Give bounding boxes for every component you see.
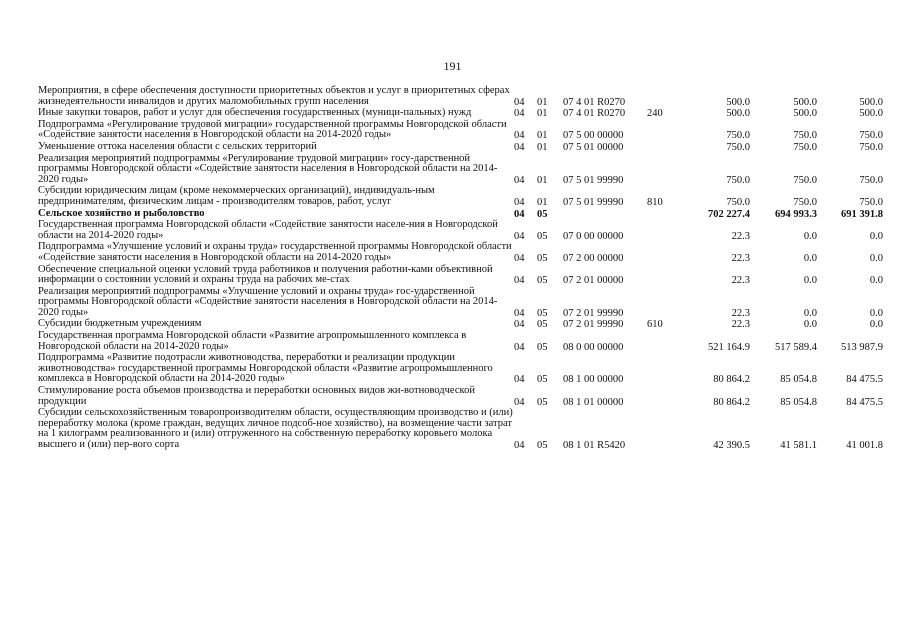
subsection-code: 01 <box>537 96 548 108</box>
section-code: 04 <box>514 208 525 220</box>
amount-year-2: 500.0 <box>793 96 817 108</box>
amount-year-1: 22.3 <box>731 319 750 331</box>
table-row <box>38 120 883 142</box>
subsection-code: 05 <box>537 341 548 353</box>
amount-year-1: 500.0 <box>726 108 750 120</box>
amount-year-1: 80 864.2 <box>713 374 750 386</box>
table-row <box>38 408 883 451</box>
amount-year-2: 694 993.3 <box>775 208 817 220</box>
table-row <box>38 386 883 408</box>
amount-year-3: 0.0 <box>869 252 883 264</box>
target-article-code: 07 5 01 99990 <box>563 196 624 208</box>
item-name: Государственная программа Новгородской области «Содействие занятости населе-ния в Новгородской области на 2014-2020 годы» <box>38 219 498 241</box>
amount-year-2: 517 589.4 <box>775 341 817 353</box>
section-code: 04 <box>514 174 525 186</box>
subsection-code: 01 <box>537 108 548 120</box>
amount-year-2: 0.0 <box>803 230 817 242</box>
amount-year-2: 750.0 <box>793 130 817 142</box>
target-article-code <box>563 209 647 221</box>
section-code: 04 <box>514 275 525 287</box>
item-name: Подпрограмма «Регулирование трудовой миграции» государственной программы Новгородской области «Содействие занятости населения в Новгородской области на 2014-2020 годы» <box>38 118 507 141</box>
item-name: Реализация мероприятий подпрограммы «Регулирование трудовой миграции» госу-дарственной программы Новгородской области «Содействие занятости населения в Новгородской области на 2014-2020 годы» <box>38 152 498 185</box>
subsection-code: 01 <box>537 174 548 186</box>
amount-year-3: 0.0 <box>869 307 883 319</box>
expense-type-code <box>647 154 684 187</box>
amount-year-2: 0.0 <box>803 275 817 287</box>
target-article-code: 07 5 00 00000 <box>563 130 624 142</box>
target-article-code: 08 1 00 00000 <box>563 374 624 386</box>
page-number: 191 <box>443 59 462 73</box>
amount-year-3: 0.0 <box>869 230 883 242</box>
subsection-code: 01 <box>537 196 548 208</box>
expense-type-code <box>647 353 684 386</box>
amount-year-2: 85 054.8 <box>780 374 817 386</box>
amount-year-1: 521 164.9 <box>708 341 750 353</box>
expense-type-code <box>647 209 684 221</box>
section-code: 04 <box>514 374 525 386</box>
item-name: Субсидии юридическим лицам (кроме некоммерческих организаций), индивидуаль-ным предпринимателям, физическим лицам - производителям товаров, работ, услуг <box>38 185 435 207</box>
subsection-code: 05 <box>537 374 548 386</box>
amount-year-3: 513 987.9 <box>841 341 883 353</box>
section-code: 04 <box>514 108 525 120</box>
amount-year-2: 500.0 <box>793 108 817 120</box>
item-name: Мероприятия, в сфере обеспечения доступности приоритетных объектов и услуг в приоритетных сферах жизнедеятельности инвалидов и других маломобильных групп населения <box>38 85 510 107</box>
section-code: 04 <box>514 141 525 153</box>
section-code: 04 <box>514 96 525 108</box>
amount-year-3: 750.0 <box>859 130 883 142</box>
amount-year-3: 750.0 <box>859 141 883 153</box>
target-article-code: 07 2 00 00000 <box>563 252 624 264</box>
amount-year-1: 22.3 <box>731 230 750 242</box>
expense-type-code: 240 <box>647 108 663 120</box>
amount-year-3: 750.0 <box>859 196 883 208</box>
target-article-code: 08 1 01 00000 <box>563 396 624 408</box>
amount-year-3: 84 475.5 <box>846 396 883 408</box>
amount-year-3: 0.0 <box>869 275 883 287</box>
item-name: Иные закупки товаров, работ и услуг для обеспечения государственных (муници-пальных) нужд <box>38 107 472 119</box>
target-article-code: 08 0 00 00000 <box>563 341 624 353</box>
amount-year-1: 22.3 <box>731 275 750 287</box>
subsection-code: 05 <box>537 252 548 264</box>
expense-type-code <box>647 86 684 108</box>
amount-year-3: 0.0 <box>869 319 883 331</box>
section-code: 04 <box>514 230 525 242</box>
target-article-code: 08 1 01 R5420 <box>563 440 626 451</box>
section-code: 04 <box>514 196 525 208</box>
amount-year-1: 500.0 <box>726 96 750 108</box>
subsection-code: 05 <box>537 275 548 287</box>
expense-type-code <box>647 386 684 408</box>
amount-year-3: 500.0 <box>859 108 883 120</box>
expense-type-code: 610 <box>647 319 663 331</box>
section-code: 04 <box>514 319 525 331</box>
table-row <box>38 154 883 187</box>
budget-table <box>38 86 883 452</box>
amount-year-2: 0.0 <box>803 307 817 319</box>
target-article-code: 07 4 01 R0270 <box>563 96 626 108</box>
expense-type-code <box>647 142 684 154</box>
amount-year-2: 85 054.8 <box>780 396 817 408</box>
item-name: Государственная программа Новгородской области «Развитие агропромышленного комплекса в Новгородской области на 2014-2020 годы» <box>38 330 467 352</box>
amount-year-1: 750.0 <box>726 196 750 208</box>
table-row <box>38 331 883 353</box>
amount-year-1: 702 227.4 <box>708 208 750 220</box>
item-name: Реализация мероприятий подпрограммы «Улучшение условий и охраны труда» гос-ударственной программы Новгородской области «Содействие занятости населения в Новгородской области на 2014-2020 годы» <box>38 285 498 318</box>
item-name: Стимулирование роста объемов производства и переработки основных видов жи-вотноводческой продукции <box>38 385 475 407</box>
item-name: Сельское хозяйство и рыболовство <box>38 207 205 219</box>
table-row <box>38 142 883 154</box>
amount-year-3: 750.0 <box>859 174 883 186</box>
amount-year-3: 84 475.5 <box>846 374 883 386</box>
expense-type-code <box>647 242 684 264</box>
section-code: 04 <box>514 440 525 451</box>
table-row <box>38 287 883 320</box>
amount-year-1: 22.3 <box>731 252 750 264</box>
table-row <box>38 353 883 386</box>
amount-year-2: 0.0 <box>803 319 817 331</box>
item-name: Субсидии бюджетным учреждениям <box>38 318 202 330</box>
amount-year-2: 0.0 <box>803 252 817 264</box>
subsection-code: 05 <box>537 230 548 242</box>
table-row <box>38 265 883 287</box>
target-article-code: 07 2 01 99990 <box>563 307 624 319</box>
amount-year-1: 750.0 <box>726 141 750 153</box>
expense-type-code <box>647 120 684 142</box>
table-body <box>38 86 883 452</box>
item-name: Уменьшение оттока населения области с сельских территорий <box>38 140 317 152</box>
section-code: 04 <box>514 341 525 353</box>
table-row <box>38 86 883 108</box>
amount-year-1: 750.0 <box>726 130 750 142</box>
expense-type-code: 810 <box>647 196 663 208</box>
expense-type-code <box>647 265 684 287</box>
amount-year-2: 41 581.1 <box>780 440 817 451</box>
subsection-code: 05 <box>537 307 548 319</box>
item-name: Обеспечение специальной оценки условий труда работников и получения работни-ками объективной информации о состоянии условий и охраны труда на рабочих ме-стах <box>38 263 493 286</box>
amount-year-2: 750.0 <box>793 174 817 186</box>
section-code: 04 <box>514 252 525 264</box>
subsection-code: 01 <box>537 141 548 153</box>
amount-year-1: 42 390.5 <box>713 440 750 451</box>
table-row <box>38 242 883 264</box>
table-row <box>38 220 883 242</box>
subsection-code: 01 <box>537 130 548 142</box>
section-code: 04 <box>514 307 525 319</box>
target-article-code: 07 2 01 00000 <box>563 275 624 287</box>
expense-type-code <box>647 287 684 320</box>
item-name: Субсидии сельскохозяйственным товаропроизводителям области, осуществляющим производство и (или) переработку молока (кроме граждан, ведущих личное подсоб-ное хозяйство), на возмещение части затрат на 1 килограмм реализованного и (или) отгруженного на собственную переработку коровьего молока высшего и (или) пер-вого сорта <box>38 407 513 450</box>
amount-year-2: 750.0 <box>793 141 817 153</box>
amount-year-1: 22.3 <box>731 307 750 319</box>
target-article-code: 07 5 01 00000 <box>563 141 624 153</box>
target-article-code: 07 5 01 99990 <box>563 174 624 186</box>
expense-type-code <box>647 408 684 451</box>
subsection-code: 05 <box>537 208 548 220</box>
target-article-code: 07 0 00 00000 <box>563 230 624 242</box>
subsection-code: 05 <box>537 319 548 331</box>
item-name: Подпрограмма «Развитие подотрасли животноводства, переработки и реализации продукции животноводства» государственной программы Новгородской области «Развитие агропромышленного комплекса в Новгородской области на 2014-2020 годы» <box>38 352 493 385</box>
amount-year-1: 80 864.2 <box>713 396 750 408</box>
amount-year-1: 750.0 <box>726 174 750 186</box>
expense-type-code <box>647 331 684 353</box>
section-code: 04 <box>514 130 525 142</box>
expense-type-code <box>647 220 684 242</box>
target-article-code: 07 2 01 99990 <box>563 319 624 331</box>
section-code: 04 <box>514 396 525 408</box>
amount-year-3: 41 001.8 <box>846 440 883 451</box>
amount-year-3: 500.0 <box>859 96 883 108</box>
amount-year-2: 750.0 <box>793 196 817 208</box>
table-row <box>38 186 883 208</box>
amount-year-3: 691 391.8 <box>841 208 883 220</box>
item-name: Подпрограмма «Улучшение условий и охраны труда» государственной программы Новгородской области «Содействие занятости населения в Новгородской области на 2014-2020 годы» <box>38 241 512 263</box>
subsection-code: 05 <box>537 440 548 451</box>
subsection-code: 05 <box>537 396 548 408</box>
target-article-code: 07 4 01 R0270 <box>563 108 626 120</box>
